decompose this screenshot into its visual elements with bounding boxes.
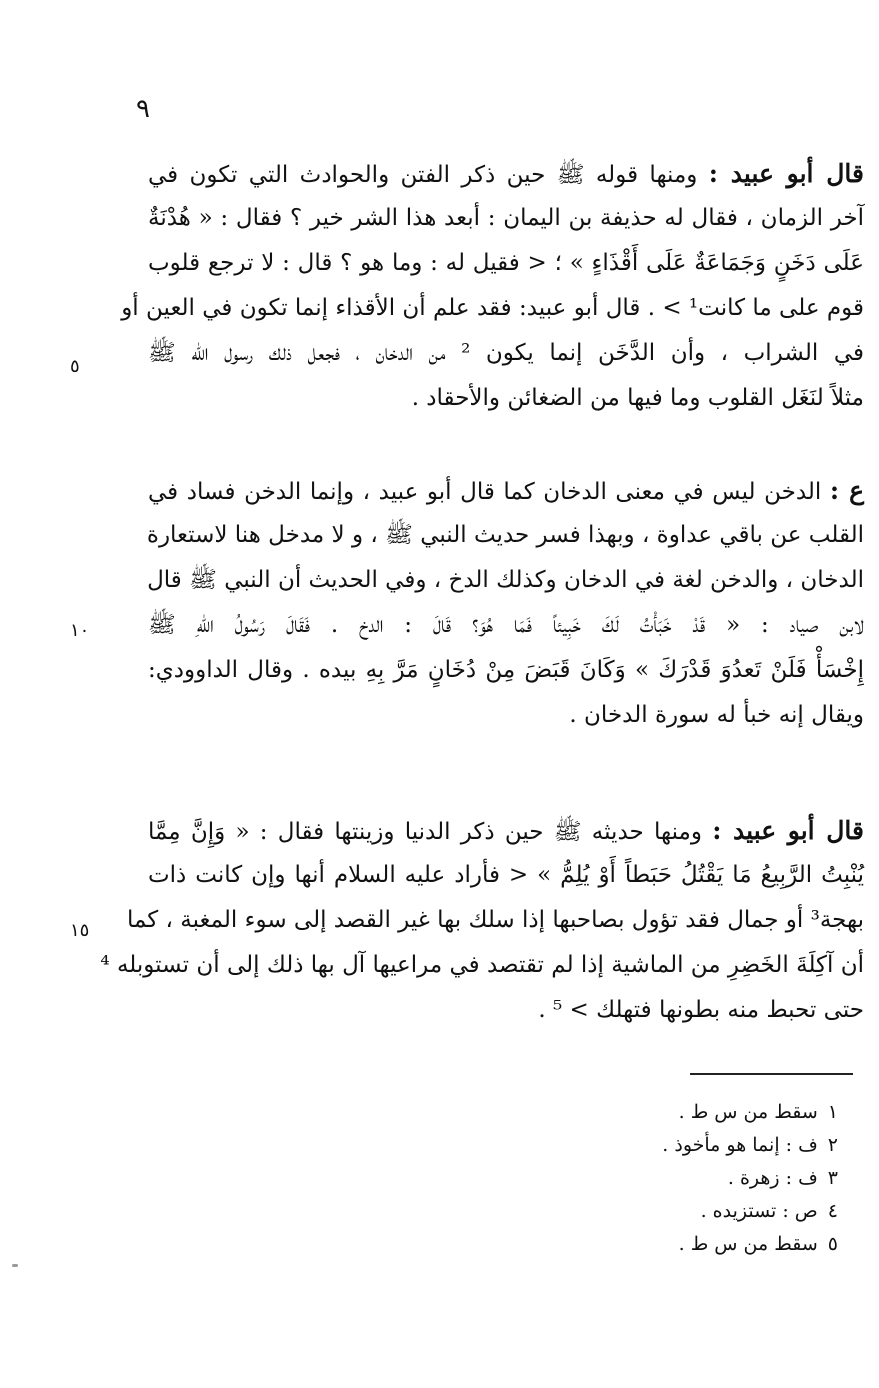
text-line: أن آكِلَةَ الخَضِرِ من الماشية إذا لم تقتصد في مراعيها آل بها ذلك إلى أن تستوبله ⁴ [100, 952, 864, 978]
footnote-separator [690, 1073, 853, 1075]
footnote: ٣ف : زهرة . [560, 1162, 838, 1195]
text-line: عَلَى دَخَنٍ وَجَمَاعَةٌ عَلَى أَقْذَاءٍ » ؛ < فقيل له : وما هو ؟ قال : لا ترجع قلوب [148, 250, 864, 276]
text-line: مثلاً لنَغَل القلوب وما فيها من الضغائن والأحقاد . [411, 385, 864, 411]
text-line: يُنْبِتُ الرَّبِيعُ مَا يَقْتُلُ حَبَطاً أَوْ يُلِمُّ » < فأراد عليه السلام أنها وإن كانت ذات [148, 862, 864, 888]
text-line: ع : الدخن ليس في معنى الدخان كما قال أبو عبيد ، وإنما الدخن فساد في [148, 476, 865, 505]
footnote: ١سقط من س ط . [560, 1096, 838, 1129]
footnote-mark: ٥ [827, 1233, 838, 1255]
section-lead: قال أبو عبيد : [712, 816, 864, 845]
scan-speck [12, 1264, 18, 1267]
margin-line-number: ١٠ [70, 620, 90, 641]
section-lead: ع : [829, 476, 865, 505]
section-commentary [148, 468, 864, 738]
footnote-mark: ٣ [827, 1167, 838, 1189]
text-line: حتى تحبط منه بطونها فتهلك > ⁵ . [538, 997, 864, 1023]
text-line: قال أبو عبيد : ومنها قوله ﷺ حين ذكر الفتن والحوادث التي تكون في [148, 159, 864, 188]
footnote-mark: ١ [827, 1101, 838, 1123]
text-line: لابن صياد : « قَدْ خَبَأْتُ لَكَ خَبِيئاً فَمَا هُوَ؟ قَالَ : الدخ . فَقَالَ رَسُولُ اللهِ ﷺ [148, 612, 864, 638]
footnotes [560, 1096, 838, 1261]
footnote: ٤ص : تستزيده . [560, 1195, 838, 1228]
text-line: في الشراب ، وأن الدَّخَن إنما يكون ² من الدخان ، فجعل ذلك رسول الله ﷺ [148, 340, 864, 366]
text-line: قال أبو عبيد : ومنها حديثه ﷺ حين ذكر الدنيا وزينتها فقال : « وَإِنَّ مِمَّا [148, 816, 864, 845]
footnote-mark: ٢ [827, 1134, 838, 1156]
section-abu-ubaid-1 [121, 151, 864, 421]
text-line: بهجة³ أو جمال فقد تؤول بصاحبها إذا سلك بها غير القصد إلى سوء المغبة ، كما [126, 907, 864, 933]
section-abu-ubaid-2 [100, 808, 864, 1033]
text-line: إِخْسَأْ فَلَنْ تَعدُوَ قَدْرَكَ » وَكَانَ قَبَضَ مِنْ دُخَانٍ مَرَّ بِهِ بيده . وقال الداوودي: [148, 657, 864, 683]
margin-line-number: ٥ [70, 356, 80, 377]
text-line: القلب عن باقي عداوة ، وبهذا فسر حديث النبي ﷺ ، و لا مدخل هنا لاستعارة [146, 522, 864, 548]
footnote-mark: ٤ [827, 1200, 838, 1222]
section-lead: قال أبو عبيد : [708, 159, 864, 188]
text-line: الدخان ، والدخن لغة في الدخان وكذلك الدخ ، وفي الحديث أن النبي ﷺ قال [147, 567, 864, 593]
text-line: قوم على ما كانت¹ > . قال أبو عبيد: فقد علم أن الأقذاء إنما تكون في العين أو [121, 295, 864, 321]
text-line: آخر الزمان ، فقال له حذيفة بن اليمان : أبعد هذا الشر خير ؟ فقال : « هُدْنَةٌ [148, 205, 864, 231]
text-line: ويقال إنه خبأ له سورة الدخان . [569, 702, 864, 728]
footnote: ٥سقط من س ط . [560, 1228, 838, 1261]
footnote: ٢ف : إنما هو مأخوذ . [560, 1129, 838, 1162]
page-number: ٩ [136, 94, 150, 124]
margin-line-number: ١٥ [70, 920, 90, 941]
